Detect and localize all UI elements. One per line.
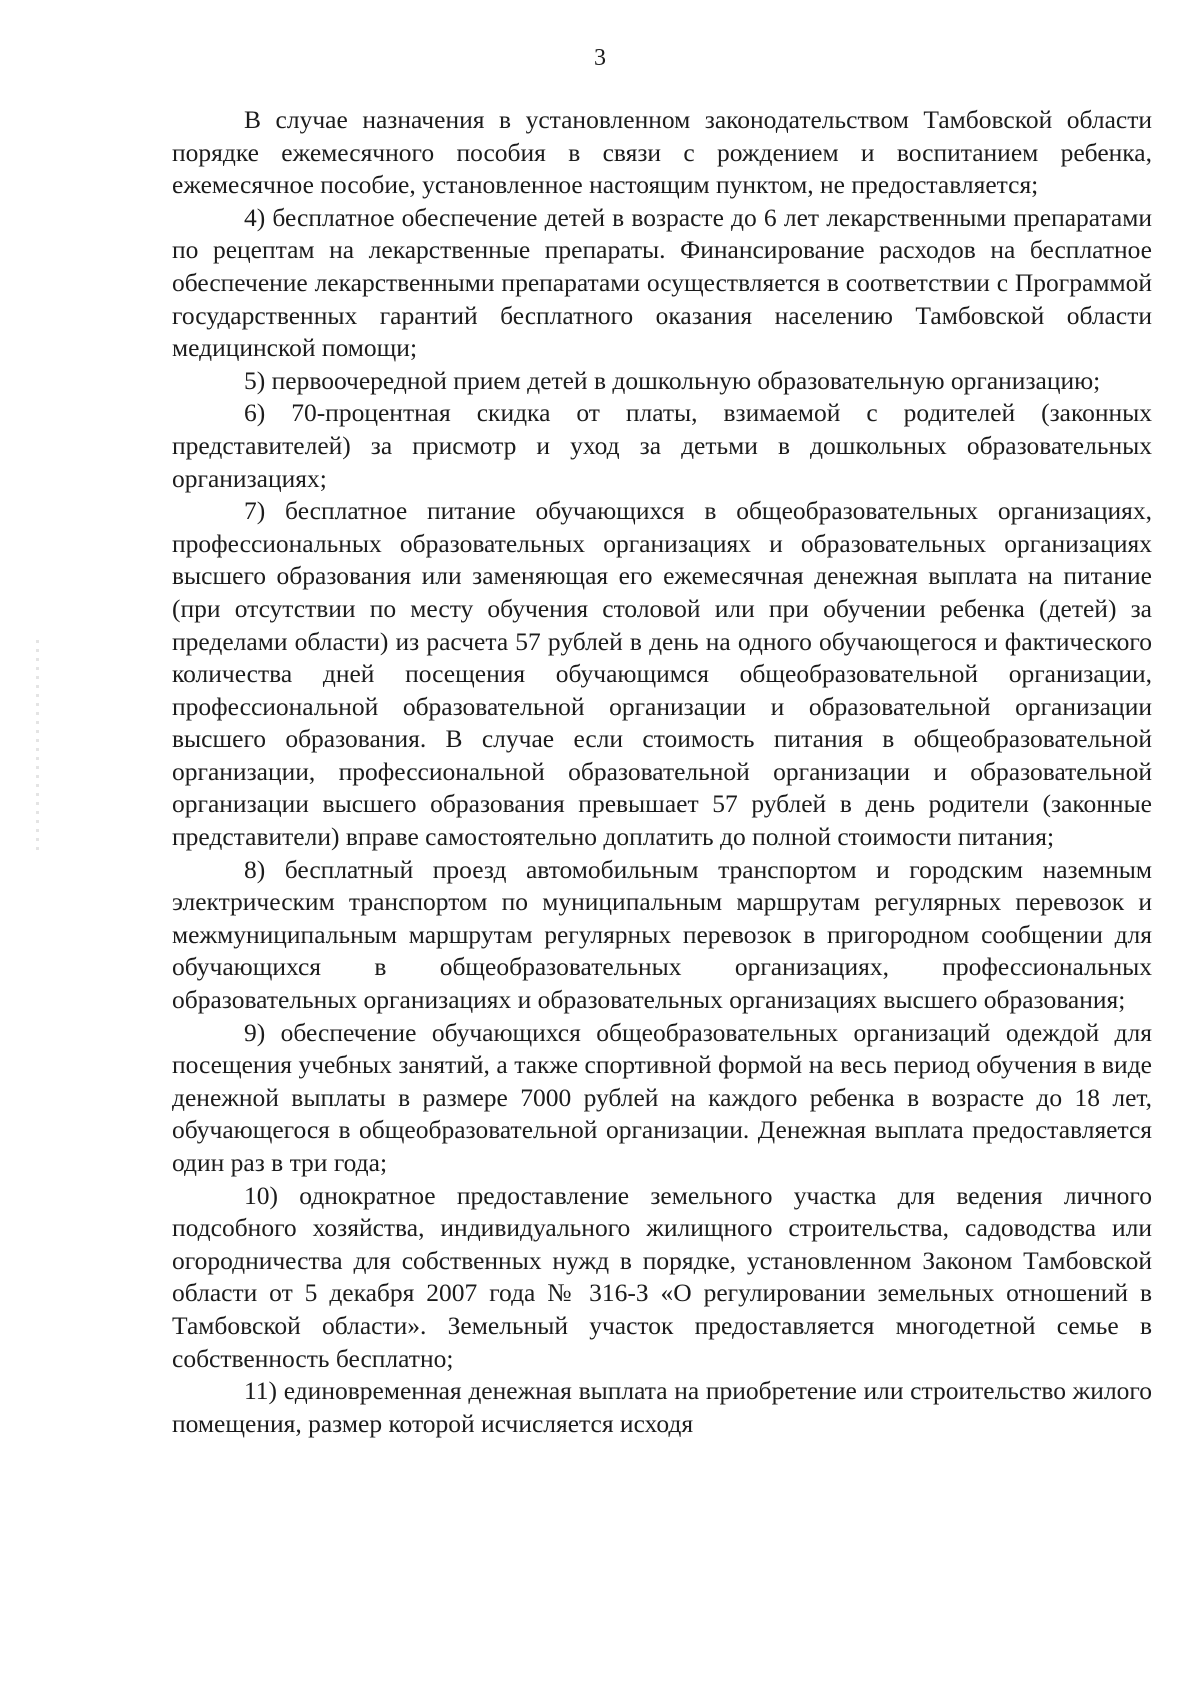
paragraph-item-5-preschool: 5) первоочередной прием детей в дошкольную образовательную организацию;: [244, 365, 1101, 395]
page-number: 3: [594, 45, 606, 71]
paragraph-item-7-meals: 7) бесплатное питание обучающихся в общеобразовательных организациях, профессиональных образовательных организациях и образовательных организациях высшего образования или заменяющая его ежемесячная денежная выплата на питание (при отсутствии по месту обучения столовой или при обучении ребенка (детей) за пределами области) из расчета 57 рублей в день на одного обучающегося и фактического количества дней посещения обучающимся общеобразовательной организации, профессиональной образовательной организации и образовательной организации высшего образования. В случае если стоимость питания в общеобразовательной организации, профессиональной образовательной организации и образовательной организации высшего образования превышает 57 рублей в день родители (законные представители) вправе самостоятельно доплатить до полной стоимости питания;: [172, 496, 1152, 852]
scan-artifact: [36, 640, 39, 850]
paragraph-item-8-transport: 8) бесплатный проезд автомобильным транспортом и городским наземным электрическим транспортом по муниципальным маршрутам регулярных перевозок и межмуниципальным маршрутам регулярных перевозок в пригородном сообщении для обучающихся в общеобразовательных организациях, профессиональных образовательных организациях и образовательных организациях высшего образования;: [172, 854, 1152, 1015]
document-body: [172, 104, 1152, 1440]
paragraph-item-11-housing-payment: 11) единовременная денежная выплата на приобретение или строительство жилого помещения, размер которой исчисляется исходя: [172, 1376, 1152, 1438]
paragraph-item-9-clothing: 9) обеспечение обучающихся общеобразовательных организаций одеждой для посещения учебных занятий, а также спортивной формой на весь период обучения в виде денежной выплаты в размере 7000 рублей на каждого ребенка в возрасте до 18 лет, обучающегося в общеобразовательной организации. Денежная выплата предоставляется один раз в три года;: [172, 1017, 1152, 1177]
paragraph-monthly-allowance-note: В случае назначения в установленном законодательством Тамбовской области порядке ежемесячного пособия в связи с рождением и воспитанием ребенка, ежемесячное пособие, установленное настоящим пунктом, не предоставляется;: [172, 105, 1152, 200]
paragraph-item-10-land-plot: 10) однократное предоставление земельного участка для ведения личного подсобного хозяйства, индивидуального жилищного строительства, садоводства или огородничества для собственных нужд в порядке, установленном Законом Тамбовской области от 5 декабря 2007 года № 316-З «О регулировании земельных отношений в Тамбовской области». Земельный участок предоставляется многодетной семье в собственность бесплатно;: [172, 1180, 1152, 1373]
paragraph-item-6-discount: 6) 70-процентная скидка от платы, взимаемой с родителей (законных представителей) за присмотр и уход за детьми в дошкольных образовательных организациях;: [172, 398, 1152, 493]
paragraph-item-4-medicines: 4) бесплатное обеспечение детей в возрасте до 6 лет лекарственными препаратами по рецептам на лекарственные препараты. Финансирование расходов на бесплатное обеспечение лекарственными препаратами осуществляется в соответствии с Программой государственных гарантий бесплатного оказания населению Тамбовской области медицинской помощи;: [172, 202, 1152, 363]
